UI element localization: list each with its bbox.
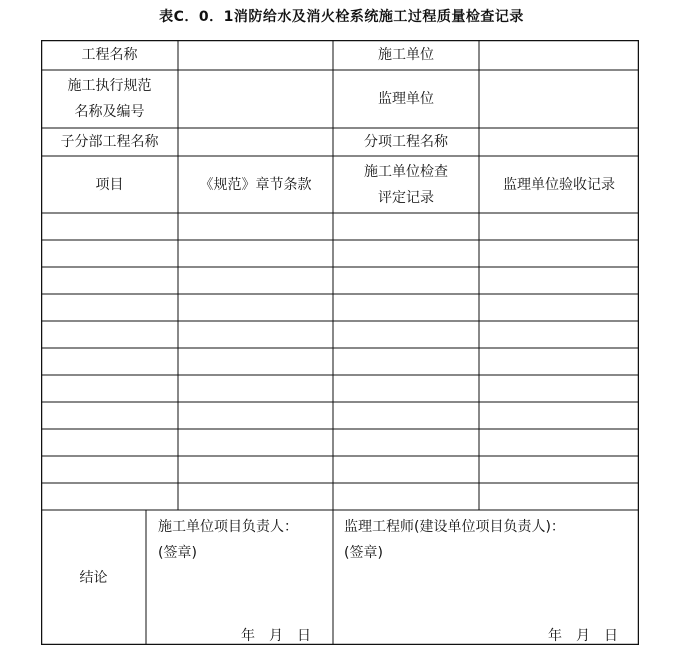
inspection-record-table	[41, 40, 639, 645]
sub-item-label: 分项工程名称	[364, 134, 448, 150]
construction-lead-label: 施工单位项目负责人：	[158, 519, 298, 535]
col-acceptance-header: 监理单位验收记录	[503, 176, 615, 193]
date-left: 年 月 日	[241, 628, 311, 644]
supervisor-label: 监理工程师(建设单位项目负责人)：	[344, 519, 565, 535]
spec-label	[41, 70, 178, 128]
col-check-line2: 评定记录	[378, 189, 434, 206]
seal-right: (签章)	[344, 545, 383, 561]
spec-label-line1: 施工执行规范	[67, 78, 152, 94]
date-right: 年 月 日	[548, 628, 618, 644]
construction-unit-label: 施工单位	[378, 47, 434, 63]
col-clause-header: 《规范》章节条款	[199, 176, 312, 193]
col-check-header	[333, 156, 479, 213]
sub-division-label: 子分部工程名称	[60, 134, 159, 150]
supervision-unit-label: 监理单位	[378, 91, 434, 107]
spec-label-line2: 名称及编号	[74, 104, 145, 120]
col-item-header: 项目	[95, 176, 124, 193]
project-name-label: 工程名称	[81, 47, 138, 63]
seal-left: (签章)	[158, 545, 197, 561]
col-check-line1: 施工单位检查	[364, 163, 448, 180]
conclusion-label: 结论	[79, 569, 108, 586]
form-title: 表C．0．1消防给水及消火栓系统施工过程质量检查记录	[159, 9, 524, 25]
